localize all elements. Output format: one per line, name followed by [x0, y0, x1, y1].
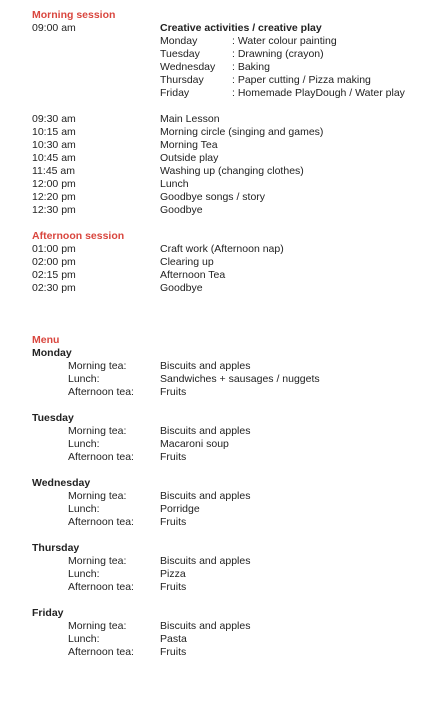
morning-session-heading: Morning session [32, 9, 116, 21]
menu-meal-label: Morning tea: [68, 555, 127, 567]
schedule-document [32, 9, 422, 659]
menu-meal-food: Biscuits and apples [160, 555, 251, 567]
creative-day-row [32, 35, 422, 48]
schedule-row [32, 113, 422, 126]
creative-day-row [32, 74, 422, 87]
menu-day-name: Thursday [32, 542, 80, 554]
schedule-time: 02:00 pm [32, 256, 76, 268]
menu-day-name: Monday [32, 347, 72, 359]
menu-meal-food: Biscuits and apples [160, 360, 251, 372]
menu-meal-food: Macaroni soup [160, 438, 229, 450]
menu-meal-food: Pizza [160, 568, 186, 580]
schedule-activity: Goodbye songs / story [160, 191, 266, 203]
menu-meal-food: Fruits [160, 581, 187, 593]
menu-meal-label: Lunch: [68, 568, 100, 580]
schedule-activity: Morning circle (singing and games) [160, 126, 324, 138]
creative-day-row [32, 87, 422, 100]
menu-row [32, 581, 422, 594]
schedule-time: 10:30 am [32, 139, 76, 151]
menu-meal-food: Fruits [160, 516, 187, 528]
schedule-row [32, 204, 422, 217]
menu-day-name: Friday [32, 607, 64, 619]
menu-meal-label: Morning tea: [68, 620, 127, 632]
creative-day-row [32, 61, 422, 74]
schedule-activity: Lunch [160, 178, 189, 190]
creative-time: 09:00 am [32, 22, 76, 34]
menu-row [32, 503, 422, 516]
menu-row [32, 646, 422, 659]
menu-meal-label: Morning tea: [68, 360, 127, 372]
menu-meal-label: Afternoon tea: [68, 386, 134, 398]
menu-row [32, 555, 422, 568]
schedule-row [32, 191, 422, 204]
creative-day: Friday [160, 87, 190, 99]
schedule-time: 01:00 pm [32, 243, 76, 255]
schedule-time: 11:45 am [32, 165, 75, 177]
creative-day-activity: : Water colour painting [232, 35, 337, 47]
menu-meal-food: Fruits [160, 646, 187, 658]
menu-meal-label: Afternoon tea: [68, 646, 134, 658]
menu-meal-label: Lunch: [68, 633, 100, 645]
menu-row [32, 490, 422, 503]
creative-day: Thursday [160, 74, 204, 86]
menu-heading: Menu [32, 334, 60, 346]
menu-row [32, 425, 422, 438]
creative-day: Monday [160, 35, 198, 47]
menu-meal-food: Biscuits and apples [160, 620, 251, 632]
schedule-activity: Craft work (Afternoon nap) [160, 243, 284, 255]
menu-row [32, 620, 422, 633]
schedule-row [32, 269, 422, 282]
schedule-activity: Main Lesson [160, 113, 220, 125]
schedule-time: 12:20 pm [32, 191, 76, 203]
schedule-row [32, 152, 422, 165]
schedule-row [32, 243, 422, 256]
schedule-row [32, 139, 422, 152]
schedule-time: 02:30 pm [32, 282, 76, 294]
schedule-activity: Morning Tea [160, 139, 218, 151]
menu-meal-food: Biscuits and apples [160, 490, 251, 502]
schedule-activity: Clearing up [160, 256, 214, 268]
menu-meal-food: Pasta [160, 633, 187, 645]
menu-meal-label: Morning tea: [68, 490, 127, 502]
schedule-time: 10:15 am [32, 126, 76, 138]
menu-row [32, 373, 422, 386]
schedule-activity: Outside play [160, 152, 219, 164]
menu-meal-food: Fruits [160, 451, 187, 463]
menu-meal-food: Fruits [160, 386, 187, 398]
menu-day-name: Tuesday [32, 412, 74, 424]
menu-day-name: Wednesday [32, 477, 91, 489]
menu-row [32, 568, 422, 581]
menu-meal-label: Afternoon tea: [68, 581, 134, 593]
menu-meal-food: Sandwiches + sausages / nuggets [160, 373, 320, 385]
schedule-time: 12:30 pm [32, 204, 76, 216]
schedule-row [32, 126, 422, 139]
menu-meal-food: Porridge [160, 503, 200, 515]
schedule-row [32, 178, 422, 191]
creative-day-activity: : Drawning (crayon) [232, 48, 324, 60]
menu-meal-label: Lunch: [68, 373, 100, 385]
schedule-time: 09:30 am [32, 113, 76, 125]
creative-row [32, 22, 422, 35]
creative-day: Tuesday [160, 48, 200, 60]
menu-row [32, 633, 422, 646]
schedule-time: 02:15 pm [32, 269, 76, 281]
menu-row [32, 451, 422, 464]
schedule-time: 10:45 am [32, 152, 76, 164]
menu-meal-label: Afternoon tea: [68, 516, 134, 528]
creative-day-row [32, 48, 422, 61]
schedule-row [32, 256, 422, 269]
afternoon-session-heading: Afternoon session [32, 230, 125, 242]
schedule-activity: Goodbye [160, 282, 203, 294]
menu-meal-label: Lunch: [68, 503, 100, 515]
menu-row [32, 360, 422, 373]
schedule-row [32, 282, 422, 295]
creative-title: Creative activities / creative play [160, 22, 322, 34]
schedule-time: 12:00 pm [32, 178, 76, 190]
menu-meal-label: Morning tea: [68, 425, 127, 437]
schedule-row [32, 165, 422, 178]
menu-meal-food: Biscuits and apples [160, 425, 251, 437]
schedule-activity: Washing up (changing clothes) [160, 165, 304, 177]
menu-row [32, 386, 422, 399]
menu-row [32, 516, 422, 529]
schedule-activity: Goodbye [160, 204, 203, 216]
menu-meal-label: Afternoon tea: [68, 451, 134, 463]
menu-meal-label: Lunch: [68, 438, 100, 450]
creative-day-activity: : Paper cutting / Pizza making [232, 74, 371, 86]
creative-day-activity: : Baking [232, 61, 270, 73]
menu-row [32, 438, 422, 451]
creative-day-activity: : Homemade PlayDough / Water play [232, 87, 405, 99]
creative-day: Wednesday [160, 61, 216, 73]
schedule-activity: Afternoon Tea [160, 269, 226, 281]
